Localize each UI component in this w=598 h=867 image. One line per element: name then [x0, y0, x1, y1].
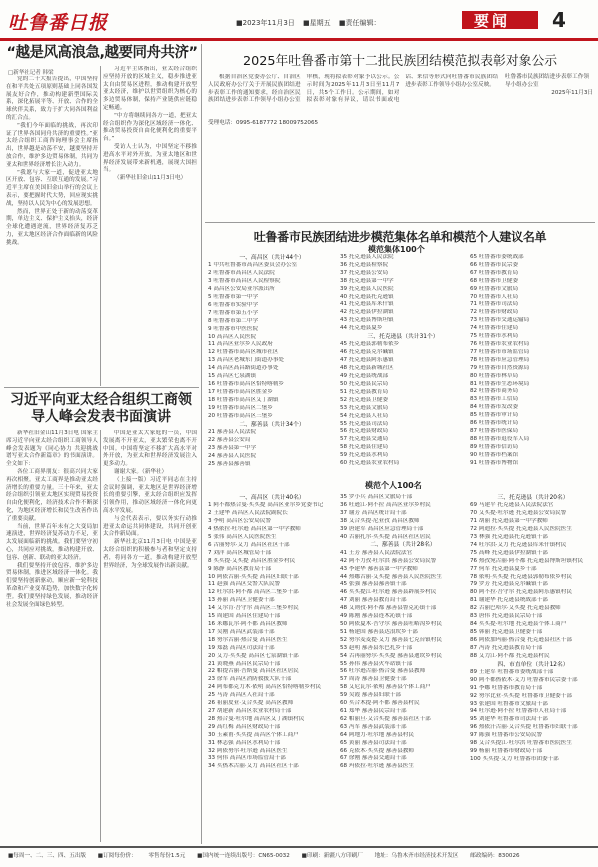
list-item: 88 吐鲁番市退役军人局 — [470, 435, 530, 442]
list-item: 86 阿依加玛丽·热合曼 托克逊县社区干部 — [470, 636, 572, 643]
list-item: 90 阿不都热依木·艾力 吐鲁番市民宗委干部 — [470, 676, 578, 683]
list-item: 16 吐鲁番市高昌区恰特喀勒乡 — [208, 381, 285, 387]
list-item: 22 鄯善县公安局 — [208, 436, 251, 443]
list-item: 57 周涛 鄯善县卫健委干部 — [340, 676, 407, 683]
list-item: 14 高昌区高昌路街道办事处 — [208, 365, 279, 372]
list-item: 22 帕提古丽·吾斯曼 高昌区社区居民 — [208, 668, 299, 675]
list-item: 14 艾尔肯·吾守尔 高昌区三堡乡村民 — [208, 605, 299, 612]
footer-item: ■印刷：新疆八方印刷厂 — [301, 853, 363, 859]
list-item: 70 艾买提·吐尔逊 托克逊县公安局民警 — [470, 510, 567, 517]
list-item: 36 托克逊县检察院 — [340, 261, 389, 268]
list-item: 62 帕丽旦·艾合买提 鄯善县社区干部 — [340, 715, 431, 722]
list-item: 12 吐尔洪·阿不都 高昌区二堡乡干部 — [208, 589, 299, 596]
list-item: 39 唐建军 高昌区应急管理局干部 — [340, 525, 424, 532]
list-item: 95 刘建华 吐鲁番市司法局干部 — [470, 716, 548, 723]
list-item: 43 李建华 鄯善县第一中学教师 — [340, 565, 418, 572]
list-item: 41 王芳 鄯善县人民法院法官 — [340, 549, 413, 556]
list-item: 26 祖丽皮亚·艾合买提 高昌区教师 — [208, 700, 294, 707]
list-item: 99 杨丽 吐鲁番市财政局干部 — [470, 748, 543, 754]
group-list-col1 — [208, 254, 336, 466]
list-item: 84 吐鲁番市发改委 — [470, 404, 519, 411]
list-item: 82 古丽巴哈尔·艾买提 托克逊县教师 — [470, 605, 561, 612]
list-category-heading: 一、高昌区（共计40名） — [239, 495, 305, 501]
list-item: 91 吐鲁番市博物馆 — [470, 459, 519, 466]
list-item: 56 托克逊县财政局 — [340, 428, 389, 435]
paragraph: 中国是亚太大家庭的一员，中国发展离不开亚太，亚太繁荣也离不开中国。中国将坚定不移扩大高水平对外开放，为亚太和世界经济发展注入更多动力。 — [103, 430, 197, 468]
header-rule — [0, 38, 598, 41]
footer-rule — [0, 846, 598, 848]
list-item: 31 林志强 高昌区水利局干部 — [208, 739, 281, 746]
issue-weekday: ■星期五 — [303, 19, 331, 27]
list-item: 23 徐军 高昌区消防救援大队干部 — [208, 676, 292, 683]
list-item: 69 马建平 托克逊县人民法院法官 — [470, 502, 554, 509]
paragraph: 谢谢大家。（新华社） — [114, 468, 168, 475]
list-item: 50 阿依夏木·吾守尔 鄯善县吐峪沟乡村民 — [340, 621, 442, 627]
paragraph: 我们要坚持开放包容，维护多边贸易体制，推进区域经济一体化。我们要坚持创新驱动，顺应新一轮科技革命和产业变革趋势，加快数字化转型。我们要坚持绿色发展，推动经济社会发展全面绿色转型。 — [6, 562, 98, 608]
list-item: 5 张伟 高昌区人民医院医生 — [208, 534, 277, 541]
list-category-heading: 三、托克逊县（共计20名） — [497, 495, 569, 501]
list-item: 2 吐鲁番市高昌区人民法院 — [208, 270, 275, 277]
list-item: 70 吐鲁番市人社局 — [470, 293, 519, 300]
list-item: 71 胡丽 托克逊县第一中学教师 — [470, 518, 548, 525]
article3-contact-phone: 受理电话：0995-6187772 18009752065 — [208, 120, 319, 126]
person-list-col1 — [208, 494, 336, 842]
list-item: 74 吐尔洪·艾力 托克逊县库米什镇村民 — [470, 541, 567, 548]
list-item: 7 吐鲁番市第五小学 — [208, 309, 259, 316]
list-item: 38 艾合买提·尼亚孜 高昌区教师 — [340, 517, 420, 524]
list-item: 33 何伟 高昌区市场监管局干部 — [208, 755, 286, 762]
article3-org-date: 2025年11月3日 — [551, 89, 593, 96]
list-item: 2 王建华 高昌区人民法院副院长 — [208, 510, 288, 517]
list-item: 75 吐鲁番市水利局 — [470, 333, 519, 340]
list-item: 41 托克逊县库米什镇 — [340, 301, 394, 308]
list-item: 5 吐鲁番市第一中学 — [208, 294, 259, 301]
list-item: 93 张建国 吐鲁番市文旅局干部 — [470, 700, 548, 707]
list-item: 39 托克逊县人民医院 — [340, 285, 394, 292]
list-item: 25 鄯善县鄯善镇 — [208, 460, 251, 466]
list-item: 76 吐鲁番市农业农村局 — [470, 340, 530, 347]
list-item: 57 托克逊县交通局 — [340, 436, 389, 443]
list-item: 9 陈静 高昌区教育局干部 — [208, 565, 272, 572]
article1-bottom-rule — [4, 387, 199, 388]
person-list-col3 — [470, 494, 596, 842]
list-item: 80 吐鲁番市林草局 — [470, 372, 519, 379]
list-item: 81 吐鲁番市生态环境局 — [470, 380, 530, 387]
list-item: 59 托克逊县水利局 — [340, 452, 389, 459]
article3-org: 吐鲁番市民族团结进步表彰工作领导小组办公室 — [505, 74, 589, 88]
list-item: 76 热孜宛古丽·阿不都 托克逊县博斯坦镇村民 — [470, 557, 584, 564]
list-item: 75 高峰 托克逊县伊拉湖镇干部 — [470, 549, 548, 556]
list-item: 91 李娜 吐鲁番市教育局干部 — [470, 684, 543, 691]
list-item: 94 吐尔逊·阿不拉 吐鲁番市人社局干部 — [470, 708, 567, 715]
list-item: 20 艾力·买买提 高昌区七泉湖镇干部 — [208, 652, 299, 659]
list-item: 79 罗芳 托克逊县克尔碱镇干部 — [470, 581, 548, 588]
list-item: 74 吐鲁番市住建局 — [470, 325, 519, 332]
list-item: 36 吐逊江·阿不拉 高昌区亚尔乡村民 — [340, 501, 431, 508]
list-item: 56 吐尔逊古丽·热合曼 鄯善县教师 — [340, 668, 426, 675]
list-item: 1 中共吐鲁番市高昌区委员会办公室 — [208, 262, 298, 269]
list-item: 81 谢建华 托克逊县统战部干部 — [470, 597, 548, 604]
list-item: 3 吐鲁番市高昌区人民检察院 — [208, 278, 281, 285]
list-item: 45 张强 鄯善县鄯善镇干部 — [340, 581, 407, 588]
list-item: 79 吐鲁番市自然资源局 — [470, 364, 530, 371]
list-item: 98 艾合买提江·吐尔洪 吐鲁番市医院医生 — [470, 740, 572, 747]
paragraph: “我愿与大家一道，促进亚太地区开放、包容、互联互通的发展。”习近平主席在美国旧金山举行的会议上表示，要把握时代大势，回应现实挑战，坚持以人民为中心的发展思想。 — [6, 169, 98, 207]
list-item: 67 吐鲁番市教育局 — [470, 269, 519, 276]
footer-item: 地址：乌鲁木齐市经济技术开发区 — [374, 853, 459, 859]
list-item: 73 吐鲁番市交通运输局 — [470, 317, 530, 324]
article3-body: 根据自治区党委办公厅、自治区人民政府办公厅关于开展民族团结进步表彰工作的通知要求，经自治区民族团结进步表彰工作领导小组办公室审核，现将拟表彰对象予以公示。公示时间为2025年11月3日至11月7日，共5个工作日。公示期间，如对拟表彰对象有异议，请以书面或电话、来信等形式向吐鲁番市民族团结进步表彰工作领导小组办公室反映。 — [208, 74, 498, 104]
list-item: 6 吐鲁番市实验中学 — [208, 301, 259, 308]
article1-title: “越是风高浪急,越要同舟共济” — [6, 45, 198, 61]
list-item: 82 吐鲁番市商务局 — [470, 388, 519, 395]
footer-item: 邮政编码：830026 — [470, 853, 520, 859]
list-item: 8 买买提·艾买提 高昌区胜金乡村民 — [208, 557, 296, 564]
list-item: 1 阿不都热合曼·买买提 高昌区亚尔乡党委书记 — [208, 502, 324, 509]
list-item: 72 阿迪拉·买买提 托克逊县人民医院医生 — [470, 526, 572, 533]
list-category-heading: 三、托克逊县（共计31个） — [367, 334, 439, 341]
list-item: 11 赵强 高昌区交警大队民警 — [208, 581, 281, 588]
list-item: 77 何军 托克逊县夏乡干部 — [470, 565, 537, 572]
list-item: 52 托克逊县卫健委 — [340, 396, 389, 403]
list-item: 71 吐鲁番市司法局 — [470, 301, 519, 308]
list-item: 16 米娜瓦尔·阿不都 高昌区教师 — [208, 621, 288, 627]
list-item: 44 热娜古丽·艾买提 鄯善县人民医院医生 — [340, 573, 442, 580]
list-item: 37 谢芳 高昌区统计局干部 — [340, 509, 407, 516]
list-item: 25 马涛 高昌区人社局干部 — [208, 692, 275, 699]
list-item: 40 古丽扎尔·买买提 高昌区社区居民 — [340, 533, 431, 540]
paragraph: 各位工商界朋友：很高兴同大家再次相聚。亚太工商界是推动亚太经济增长的重要力量。三十年来，亚太经合组织引领亚太地区实现贸易投资自由化便利化，经济技术合作不断深化，为地区经济增长和民生改善作出了重要贡献。 — [6, 468, 98, 522]
issue-date: ■2023年11月3日 — [236, 19, 295, 27]
paragraph: 与会代表表示，要以务实行动推进亚太命运共同体建设，共同开创亚太合作新局面。 — [103, 515, 197, 538]
list-item: 19 吐鲁番市高昌区二堡乡 — [208, 404, 273, 411]
list-item: 42 阿不力孜·吐尔洪 鄯善县公安局民警 — [340, 557, 437, 564]
list-item: 42 托克逊县伊拉湖镇 — [340, 309, 394, 316]
list-item: 20 吐鲁番市高昌区三堡乡 — [208, 412, 273, 419]
list-item: 78 依明·买买提 托克逊县郭勒布依乡村民 — [470, 573, 572, 580]
list-item: 47 托克逊县阿乐惠镇 — [340, 357, 394, 364]
list-item: 8 吐鲁番市第二中学 — [208, 317, 259, 324]
person-list-heading: 模范个人100名 — [365, 481, 422, 490]
footer-item: 零售每份1.5元 — [148, 853, 186, 859]
list-item: 23 鄯善县第一中学 — [208, 444, 257, 451]
list-item: 97 陈强 吐鲁番市公安局民警 — [470, 732, 543, 739]
list-item: 96 热依汗古丽·艾合买提 吐鲁番市妇联干部 — [470, 724, 578, 731]
list-item: 48 艾则孜·阿不都 鄯善县鲁克沁镇干部 — [340, 605, 437, 612]
paragraph: 习近平主席指出，亚太经合组织应坚持开放的区域主义，稳步推进亚太自由贸易区进程，推动构建开放型亚太经济，维护以世贸组织为核心的多边贸易体制，保持产业链供应链稳定畅通。 — [103, 66, 197, 111]
page-number: 4 — [552, 8, 566, 32]
list-item: 46 买买提江·吐尔逊 鄯善县辟展乡村民 — [340, 589, 437, 596]
list-item: 49 陈刚 鄯善县连木沁镇干部 — [340, 613, 413, 620]
paragraph: 然而，世界正处于新的动荡变革期，单边主义、保护主义抬头，经济全球化遭遇逆流，世界经济复苏乏力，亚太地区经济合作面临新的风险挑战。 — [6, 208, 98, 246]
list-item: 100 买买提·艾力 吐鲁番市团委干部 — [470, 755, 559, 762]
list-item: 51 托克逊县教育局 — [340, 388, 389, 395]
list-item: 58 托克逊县住建局 — [340, 444, 389, 451]
list-item: 10 阿依古丽·买买提 高昌区妇联干部 — [208, 573, 299, 580]
page-header — [0, 0, 598, 40]
list-item: 53 托克逊县文旅局 — [340, 404, 389, 411]
list-item: 10 高昌区人民医院 — [208, 333, 257, 340]
list-item: 51 杨建国 鄯善县达浪坎乡干部 — [340, 628, 418, 635]
list-item: 86 吐鲁番市统计局 — [470, 420, 519, 427]
list-item: 18 吐鲁番市高昌区艾丁湖镇 — [208, 396, 279, 403]
section-name: 要闻 — [474, 12, 511, 30]
list-item: 54 古再丽努尔·买买提 鄯善县迪坎乡村民 — [340, 652, 442, 659]
list-item: 66 克依木·买买提 鄯善县教师 — [340, 747, 414, 754]
list-item: 9 吐鲁番市中医医院 — [208, 325, 259, 332]
list-item: 85 吐鲁番市审计局 — [470, 412, 519, 419]
list-item: 45 托克逊县郭勒布依乡 — [340, 341, 400, 348]
paragraph: 当前，世界百年未有之大变局加速演进，世界经济复苏动力不足，亚太发展面临新的挑战。我们要坚守初心，共同应对挑战，推动构建开放、包容、创新、联动的亚太经济。 — [6, 523, 98, 561]
list-item: 44 托克逊县夏乡 — [340, 325, 383, 332]
list-item: 83 唐伟 托克逊县民宗局干部 — [470, 613, 543, 620]
list-item: 27 胡建新 高昌区农业农村局干部 — [208, 707, 292, 714]
article2-body-left — [6, 430, 98, 842]
list-item: 13 高昌区老城东门街道办事处 — [208, 357, 285, 364]
article3-title: 2025年吐鲁番市第十二批民族团结模范拟表彰对象公示 — [242, 54, 558, 69]
list-item: 55 孙伟 鄯善县火车站镇干部 — [340, 660, 413, 667]
list-item: 21 鄯善县人民法院 — [208, 428, 257, 435]
list-item: 87 冯涛 托克逊县教育局干部 — [470, 644, 543, 651]
page-footer — [8, 851, 530, 859]
article2-gutter — [100, 430, 101, 842]
article1-byline: □新华社记者 韩梁 — [8, 70, 54, 76]
list-item: 73 林强 托克逊县托克逊镇干部 — [470, 534, 548, 541]
list-item: 40 托克逊县托克逊镇 — [340, 293, 394, 300]
list-item: 60 托克逊县农业农村局 — [340, 460, 400, 466]
list-item: 49 托克逊县统战部 — [340, 373, 389, 380]
list-item: 52 努尔麦麦提·艾力 鄯善县七克台镇村民 — [340, 636, 442, 643]
list-item: 24 鄯善县人民医院 — [208, 452, 257, 459]
list-item: 28 热合曼·吐尔地 高昌区艾丁湖镇村民 — [208, 715, 305, 722]
list-item: 46 托克逊县克尔碱镇 — [340, 349, 394, 356]
list-item: 21 黄晓燕 高昌区民宗局干部 — [208, 660, 281, 667]
list-item: 58 艾尼瓦尔·依明 鄯善县个体工商户 — [340, 684, 431, 691]
list-item: 6 古丽努尔·艾力 高昌区社区干部 — [208, 541, 290, 548]
group-list-col2 — [340, 254, 466, 466]
footer-item: ■订阅每份价： — [97, 853, 137, 859]
list-item: 43 托克逊县博斯坦镇 — [340, 317, 394, 324]
list-item: 18 努尔古丽·热合曼 高昌区医生 — [208, 636, 288, 643]
column-divider — [201, 44, 202, 844]
list-item: 53 赵明 鄯善县东巴扎乡干部 — [340, 644, 413, 651]
list-item: 66 吐鲁番市民宗委 — [470, 261, 519, 268]
list-item: 50 托克逊县民宗局 — [340, 381, 389, 387]
list-item: 77 吐鲁番市市场监管局 — [470, 348, 530, 355]
paragraph: “我们今年面临的挑战，再次印证了世界各国同舟共济的重要性。”亚太经合组织工商咨询理事会主席指出，世界越是动荡不安，越要坚持开放合作，维护多边贸易体制，共同为亚太和世界经济增长注入动力。 — [6, 122, 98, 168]
list-category-heading: 二、鄯善县（共计28名） — [370, 542, 436, 549]
list-item: 3 李明 高昌区公安局民警 — [208, 518, 272, 525]
list-category-heading: 二、鄯善县（共计34个） — [239, 421, 305, 428]
list-item: 11 高昌区亚尔乡人民政府 — [208, 341, 273, 348]
list-item: 92 努尔比亚·买买提 吐鲁番市卫健委干部 — [470, 692, 572, 699]
list-item: 89 吐鲁番市信访局 — [470, 443, 519, 450]
list-item: 35 罗小兵 高昌区文旅局干部 — [340, 494, 413, 500]
list-item: 68 吐鲁番市卫健委 — [470, 277, 519, 284]
list-item: 69 吐鲁番市文旅局 — [470, 285, 519, 292]
list-item: 89 王建军 吐鲁番市委统战部干部 — [470, 668, 554, 675]
article2-title: 习近平向亚太经合组织工商领导人峰会发表书面演讲 — [10, 392, 192, 425]
list-item: 88 艾力江·阿不都 托克逊县村民 — [470, 652, 550, 659]
list-item: 17 吐鲁番市高昌区胜金乡 — [208, 388, 273, 395]
list-item: 30 玉素甫·买买提 高昌区个体工商户 — [208, 731, 299, 738]
list-item: 83 吐鲁番市工信局 — [470, 396, 519, 403]
paragraph: 新华社北京11月3日电 中国是亚太经合组织的积极参与者和坚定支持者，将同各方一道，推动构建开放型世界经济，为全球发展作出新贡献。 — [103, 539, 197, 569]
list-item: 72 吐鲁番市财政局 — [470, 309, 519, 316]
list-item: 37 托克逊县公安局 — [340, 269, 389, 276]
list-item: 19 郑磊 高昌区司法局干部 — [208, 644, 275, 651]
list-item: 78 吐鲁番市应急管理局 — [470, 356, 530, 363]
list-item: 55 托克逊县司法局 — [340, 420, 389, 427]
paragraph: 受访人士认为，中国坚定不移推进高水平对外开放，为亚太地区和世界经济发展带来新机遇，展现大国担当。 — [103, 143, 197, 174]
article1-body-left — [6, 76, 98, 386]
list-item: 90 吐鲁番市档案馆 — [470, 451, 519, 458]
list-item: 15 周建国 高昌区住建局干部 — [208, 613, 281, 620]
list-item: 47 刘丽 鄯善县教育局干部 — [340, 597, 407, 604]
list-item: 87 吐鲁番市医保局 — [470, 427, 519, 434]
list-item: 17 吴刚 高昌区武装部干部 — [208, 628, 275, 635]
list-item: 48 托克逊县新城社区 — [340, 365, 394, 372]
list-item: 34 买热木古丽·艾力 高昌区社区干部 — [208, 763, 299, 770]
list-item: 7 刘洋 高昌区城管局干部 — [208, 549, 272, 556]
list-item: 65 吐鲁番市委统战部 — [470, 254, 524, 260]
list-item: 61 郑华 鄯善县民宗局干部 — [340, 707, 407, 714]
article2-body-right — [103, 430, 197, 842]
list-item: 67 徐刚 鄯善县交通局干部 — [340, 755, 407, 762]
list-item: 54 托克逊县人社局 — [340, 412, 389, 419]
list-item: 29 高红梅 高昌区财政局干部 — [208, 723, 281, 730]
list-item: 80 阿不拉·吾守尔 托克逊县阿乐惠镇村民 — [470, 589, 572, 596]
footer-item: ■国内统一连续出版号：CN65-0032 — [197, 853, 290, 859]
list-title: 吐鲁番市民族团结进步模范集体名单和模范个人建议名单 — [253, 230, 547, 244]
list-item: 24 阿布都克力木·依明 高昌区恰特喀勒乡村民 — [208, 684, 322, 691]
paragraph: （新华社旧金山11月3日电） — [114, 175, 187, 182]
article3-signature — [505, 74, 593, 97]
issue-editor: ■责任编辑： — [338, 19, 381, 27]
article1-body-right — [103, 66, 197, 386]
paragraph: 党的二十大报告提出，中国坚持在和平共处五项原则基础上同各国发展友好合作，推动构建新型国际关系，深化拓展平等、开放、合作的全球伙伴关系，致力于扩大同各国利益的汇合点。 — [6, 76, 98, 121]
list-item: 4 高昌区公安局亚尔派出所 — [208, 286, 275, 293]
list-item: 13 孙丽 高昌区卫健委干部 — [208, 597, 275, 604]
list-item: 4 热依拉·吐尔逊 高昌区第一中学教师 — [208, 526, 301, 533]
list-item: 12 吐鲁番市高昌区城市社区 — [208, 349, 279, 356]
list-item: 60 买合木提·阿不都 鄯善县村民 — [340, 700, 420, 707]
paragraph: 新华社旧金山11月3日电 国家主席习近平向亚太经合组织工商领导人峰会发表题为《同心协力 共迎挑战 谱写亚太合作新篇章》的书面演讲。全文如下： — [6, 430, 98, 468]
paragraph: （上接一版）习近平同志在主持会议时强调，亚太地区是世界经济增长的重要引擎，亚太经合组织应发挥引领作用，推动区域经济一体化向更高水平发展。 — [103, 476, 197, 514]
list-item: 32 阿依努尔·吐尔逊 高昌区医生 — [208, 747, 288, 754]
list-item: 15 高昌区七泉湖镇 — [208, 373, 257, 380]
footer-item: ■每周一、二、三、四、五出版 — [8, 853, 87, 859]
paragraph: “中方将继续同各方一道，把亚太经合组织作为深化区域经济一体化、推动贸易投资自由化便利化的重要平台。” — [103, 112, 197, 143]
group-list-heading: 模范集体100个 — [368, 245, 425, 254]
article1-gutter — [100, 66, 101, 386]
list-item: 63 冯军 鄯善县武装部干部 — [340, 723, 407, 730]
masthead-logo: 吐鲁番日报 — [8, 12, 109, 34]
list-category-heading: 一、高昌区（共计44个） — [239, 255, 305, 261]
list-item: 85 韩丽 托克逊县卫健委干部 — [470, 628, 543, 635]
group-list-col3 — [470, 254, 596, 466]
issue-info — [236, 18, 387, 28]
article3-contact — [208, 120, 498, 128]
list-category-heading: 四、市直单位（共计12名） — [497, 661, 569, 668]
person-list-col2 — [340, 494, 466, 842]
article3-rule — [205, 222, 595, 223]
list-item: 65 黄丽 鄯善县司法局干部 — [340, 739, 407, 746]
list-item: 59 吴霞 鄯善县妇联干部 — [340, 692, 402, 699]
list-item: 38 托克逊县第一中学 — [340, 277, 394, 284]
list-item: 84 买买提·吐尔地 托克逊县个体工商户 — [470, 621, 567, 627]
list-item: 68 玛依拉·吐尔逊 鄯善县医生 — [340, 763, 414, 770]
list-item: 64 阿地力·吐尔地 鄯善县村民 — [340, 731, 414, 738]
list-item: 35 托克逊县人民法院 — [340, 254, 394, 260]
